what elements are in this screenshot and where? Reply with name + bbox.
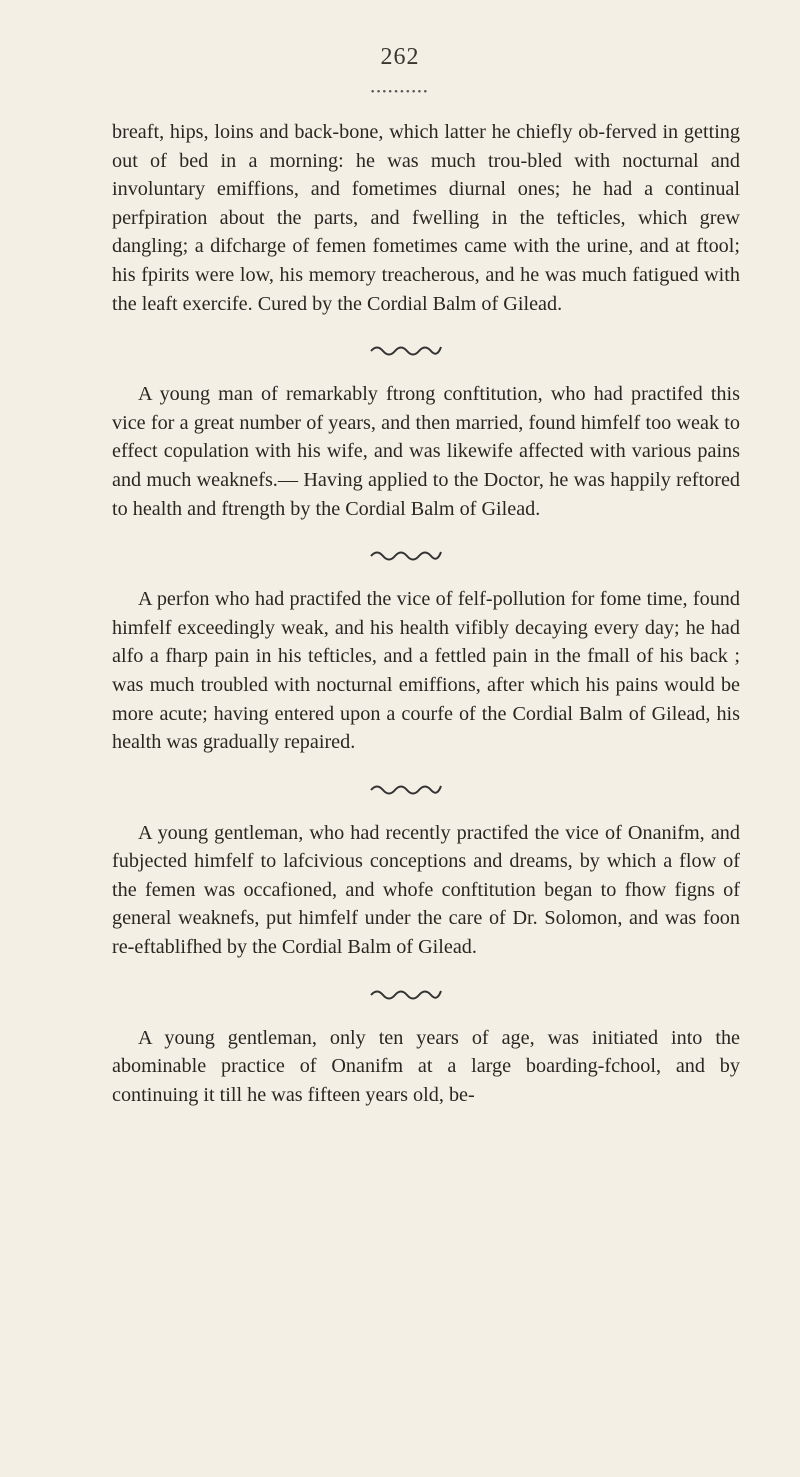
- wave-ornament-icon: [369, 342, 443, 356]
- paragraph-2: A young man of remarkably ftrong conftitution, who had practifed this vice for a great number of years, and then married, found himfelf too weak to effect copulation with his wife, and was likewife affected with various pains and much weaknefs.— Having applied to the Doctor, he was happily reftored to health and ftrength by the Cordial Balm of Gilead.: [112, 383, 740, 520]
- section-divider-ornament: [112, 318, 740, 380]
- wave-ornament-icon: [369, 547, 443, 561]
- paragraph-5: A young gentleman, only ten years of age, was initiated into the abominable practice of Onanifm at a large boarding-fchool, and by continuing it till he was fifteen years old, be-: [112, 1026, 740, 1106]
- header-ornament-rule: ••••••••••: [370, 86, 430, 98]
- section-divider-ornament: [112, 757, 740, 819]
- paragraph-3: A perfon who had practifed the vice of felf-pollution for fome time, found himfelf exceedingly weak, and his health vifibly decaying every day; he had alfo a fharp pain in his tefticles, and a fettled pain in the fmall of his back ; was much troubled with nocturnal emiffions, after which his pains would be more acute; having entered upon a courfe of the Cordial Balm of Gilead, his health was gradually repaired.: [112, 588, 740, 754]
- wave-ornament-icon: [369, 986, 443, 1000]
- section-divider-ornament: [112, 962, 740, 1024]
- page-number: 262: [380, 44, 420, 70]
- section-divider-ornament: [112, 523, 740, 585]
- paragraph-4: A young gentleman, who had recently practifed the vice of Onanifm, and fubjected himfelf to lafcivious conceptions and dreams, by which a flow of the femen was occafioned, and whofe conftitution began to fhow figns of general weaknefs, put himfelf under the care of Dr. Solomon, and was foon re-eftablifhed by the Cordial Balm of Gilead.: [112, 821, 740, 959]
- wave-ornament-icon: [369, 781, 443, 795]
- paragraph-1: breaft, hips, loins and back-bone, which latter he chiefly ob-ferved in getting out of bed in a morning: he was much trou-bled with nocturnal and involuntary emiffions, and fometimes diurnal ones; he had a continual perfpiration about the parts, and fwelling in the tefticles, which grew dangling; a difcharge of femen fometimes came with the urine, and at ftool; his fpirits were low, his memory treacherous, and he was much fatigued with the leaft exercife. Cured by the Cordial Balm of Gilead.: [112, 121, 740, 315]
- page-body: [112, 118, 740, 1109]
